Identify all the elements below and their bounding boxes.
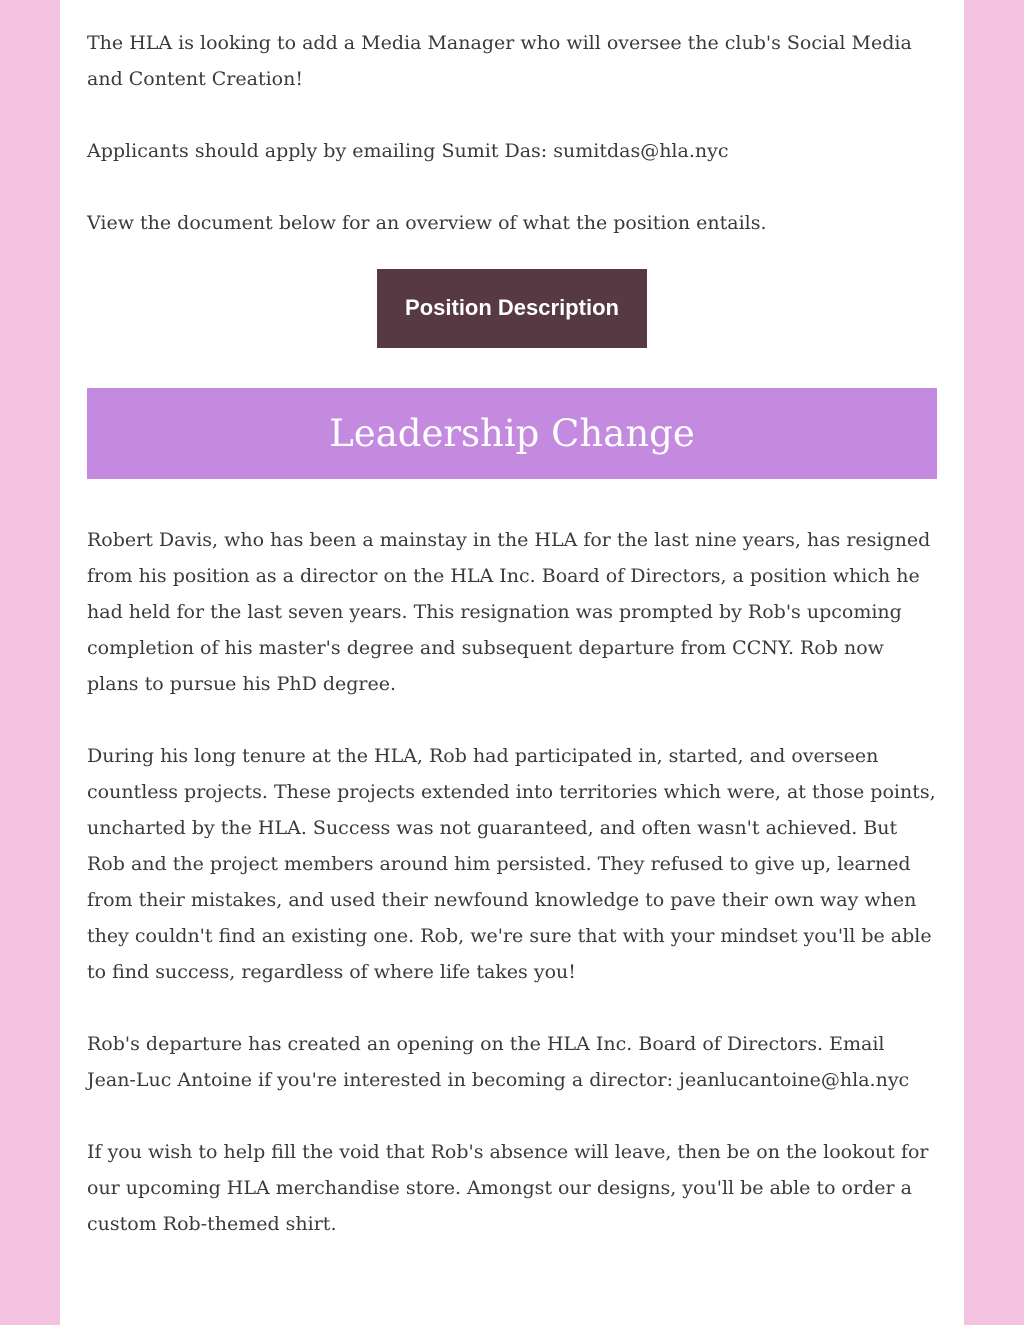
position-description-button[interactable]: Position Description xyxy=(377,269,647,348)
intro-paragraph-document: View the document below for an overview of what the position entails. xyxy=(87,212,767,234)
article-paragraph-tenure: During his long tenure at the HLA, Rob had participated in, started, and overseen countless projects. These projects extended into territories which were, at those points, uncharted by the HLA. Success was not guaranteed, and often wasn't achieved. But Rob and the project members around him persisted. They refused to give up, learned from their mistakes, and used their newfound knowledge to pave their own way when they couldn't find an existing one. Rob, we're sure that with your mindset you'll be able to find success, regardless of where life takes you! xyxy=(87,745,936,983)
article-paragraph-merchandise: If you wish to help fill the void that Rob's absence will leave, then be on the lookout for our upcoming HLA merchandise store. Amongst our designs, you'll be able to order a custom Rob-themed shirt. xyxy=(87,1141,929,1235)
article-paragraph-resignation: Robert Davis, who has been a mainstay in the HLA for the last nine years, has resigned from his position as a director on the HLA Inc. Board of Directors, a position which he had held for the last seven years. This resignation was prompted by Rob's upcoming completion of his master's degree and subsequent departure from CCNY. Rob now plans to pursue his PhD degree. xyxy=(87,529,931,695)
newsletter-content xyxy=(87,25,937,1278)
article-paragraph-opening: Rob's departure has created an opening on the HLA Inc. Board of Directors. Email Jean-Luc Antoine if you're interested in becoming a director: jeanlucantoine@hla.nyc xyxy=(87,1033,910,1091)
intro-paragraph-media-manager: The HLA is looking to add a Media Manager who will oversee the club's Social Media and Content Creation! xyxy=(87,32,912,90)
newsletter-sheet xyxy=(60,0,964,1325)
section-title: Leadership Change xyxy=(329,412,695,455)
button-container xyxy=(87,269,937,348)
intro-paragraph-apply: Applicants should apply by emailing Sumit Das: sumitdas@hla.nyc xyxy=(87,140,729,162)
section-banner xyxy=(87,388,937,479)
article-body xyxy=(87,522,937,1242)
